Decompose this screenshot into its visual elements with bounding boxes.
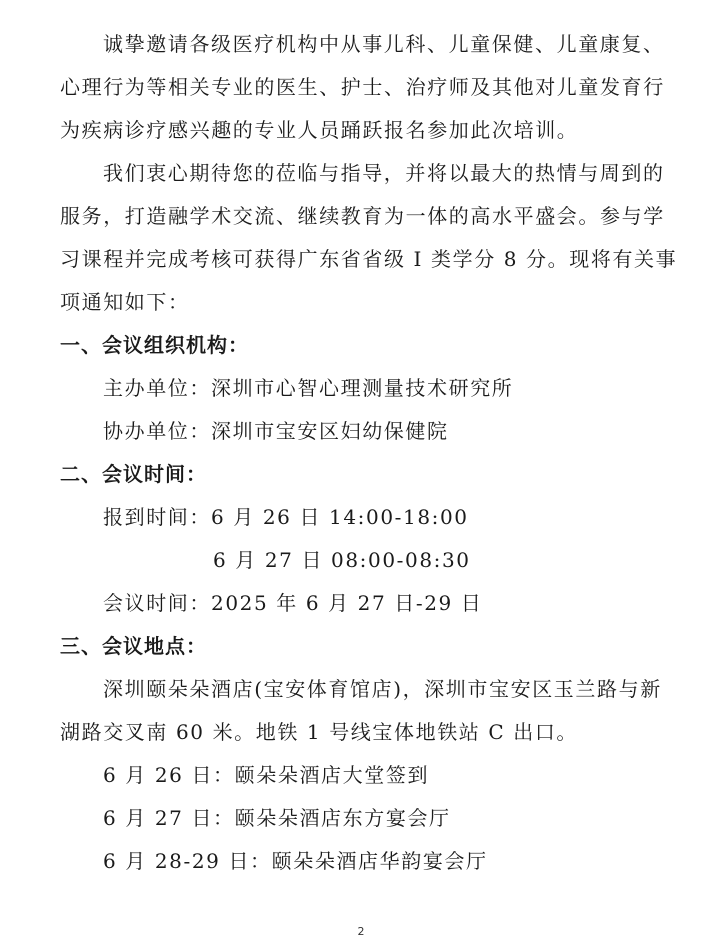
- address-line-1: 深圳颐朵朵酒店(宝安体育馆店)，深圳市宝安区玉兰路与新: [103, 677, 662, 701]
- section-heading-time: 二、会议时间：: [60, 462, 207, 486]
- intro-p2-line-4: 项通知如下：: [60, 290, 190, 314]
- schedule-item: 6 月 26 日：颐朵朵酒店大堂签到: [103, 763, 430, 787]
- intro-p1-line-1: 诚挚邀请各级医疗机构中从事儿科、儿童保健、儿童康复、: [103, 32, 665, 56]
- co-host-unit: 协办单位：深圳市宝安区妇幼保健院: [103, 419, 449, 443]
- intro-p2-line-2: 服务，打造融学术交流、继续教育为一体的高水平盛会。参与学: [60, 204, 665, 228]
- intro-p2-line-3: 习课程并完成考核可获得广东省省级 I 类学分 8 分。现将有关事: [60, 247, 678, 271]
- checkin-time-2: 6 月 27 日 08:00-08:30: [213, 548, 471, 572]
- meeting-time: 会议时间：2025 年 6 月 27 日-29 日: [103, 591, 483, 615]
- address-line-2: 湖路交叉南 60 米。地铁 1 号线宝体地铁站 C 出口。: [60, 720, 579, 744]
- section-heading-location: 三、会议地点：: [60, 634, 207, 658]
- intro-p1-line-2: 心理行为等相关专业的医生、护士、治疗师及其他对儿童发育行: [60, 75, 665, 99]
- intro-p1-line-3: 为疾病诊疗感兴趣的专业人员踊跃报名参加此次培训。: [60, 118, 579, 142]
- host-unit: 主办单位：深圳市心智心理测量技术研究所: [103, 376, 514, 400]
- checkin-time-1: 报到时间：6 月 26 日 14:00-18:00: [103, 505, 469, 529]
- page-number: 2: [357, 925, 365, 938]
- intro-p2-line-1: 我们衷心期待您的莅临与指导，并将以最大的热情与周到的: [103, 161, 665, 185]
- schedule-item: 6 月 28-29 日：颐朵朵酒店华韵宴会厅: [103, 849, 488, 873]
- section-heading-organization: 一、会议组织机构：: [60, 333, 249, 357]
- schedule-item: 6 月 27 日：颐朵朵酒店东方宴会厅: [103, 806, 451, 830]
